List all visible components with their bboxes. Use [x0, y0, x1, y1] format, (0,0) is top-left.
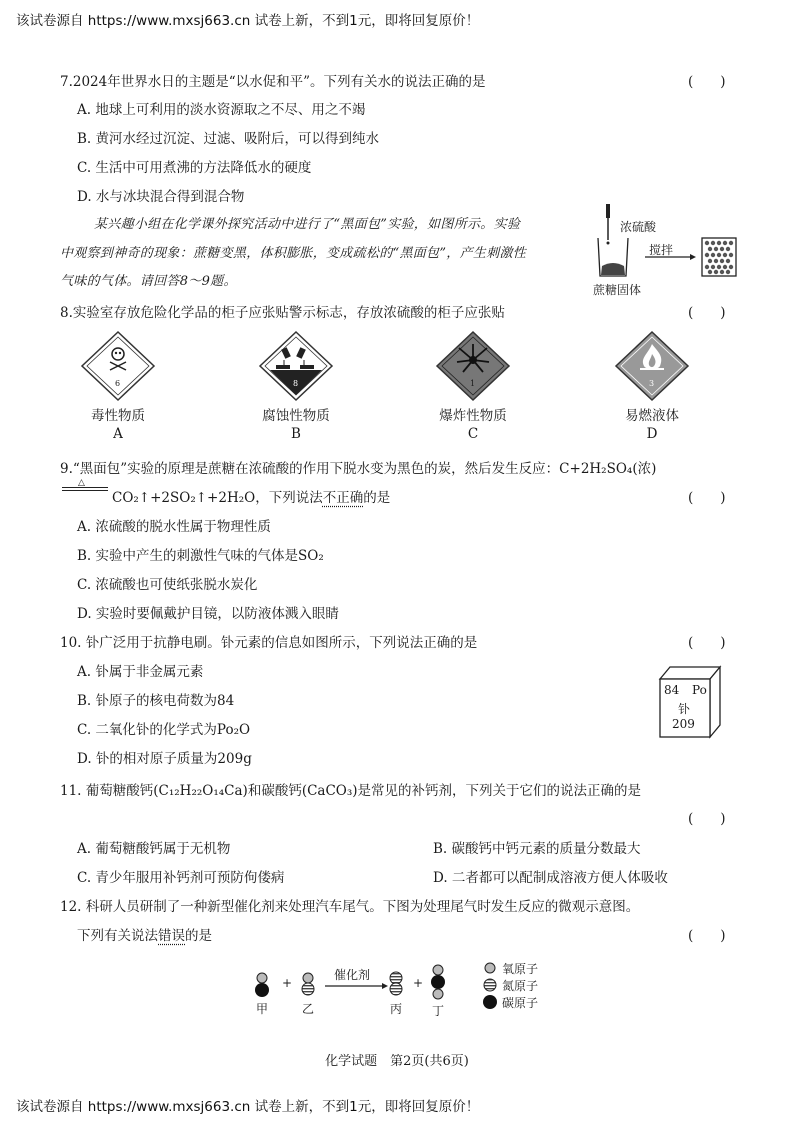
intro-line-2: 中观察到神奇的现象：蔗糖变黑，体积膨胀，变成疏松的“黑面包”，产生刺激性 — [60, 246, 527, 261]
label-sucrose-solid: 蔗糖固体 — [593, 283, 642, 297]
sign-c-letter: C — [467, 426, 479, 442]
molecule-yi-label: 乙 — [302, 1002, 315, 1016]
polonium-element-card — [652, 661, 724, 739]
q12-answer-paren: ( ) — [688, 928, 726, 944]
q9-option-c: C. 浓硫酸也可使纸张脱水炭化 — [77, 577, 258, 593]
sign-d-label: 易燃液体 — [625, 408, 679, 424]
sign-toxic — [78, 330, 158, 406]
q9-option-b: B. 实验中产生的刺激性气味的气体是SO₂ — [77, 548, 324, 564]
q9-answer-paren: ( ) — [688, 490, 726, 506]
sign-b-letter: B — [291, 426, 301, 442]
legend-nitrogen-atom: 氮原子 — [502, 979, 539, 993]
reaction-equals-line-bottom — [62, 490, 108, 491]
q10-answer-paren: ( ) — [688, 635, 726, 651]
reaction-equals-line-top — [62, 487, 108, 488]
sign-b-class-number: 8 — [293, 379, 299, 388]
sign-explosive — [433, 330, 513, 406]
q12-stem-start: 下列有关说法 — [77, 928, 158, 944]
intro-line-3: 气味的气体。请回答8～9题。 — [60, 274, 237, 289]
q11-option-b: B. 碳酸钙中钙元素的质量分数最大 — [433, 841, 641, 857]
page-footer: 化学试题 第2页(共6页) — [325, 1054, 469, 1069]
label-conc-sulfuric-acid: 浓硫酸 — [620, 220, 657, 234]
q12-emphasis-wrong: 错误 — [158, 928, 185, 944]
q7-stem: 7.2024年世界水日的主题是“以水促和平”。下列有关水的说法正确的是 — [60, 74, 486, 90]
sign-a-label: 毒性物质 — [91, 408, 145, 424]
q7-option-a: A. 地球上可利用的淡水资源取之不尽、用之不竭 — [77, 102, 366, 118]
element-name: 钋 — [678, 702, 691, 716]
q11-option-a: A. 葡萄糖酸钙属于无机物 — [77, 841, 231, 857]
sign-d-class-number: 3 — [649, 379, 655, 388]
q8-answer-paren: ( ) — [688, 305, 726, 321]
q9-option-a: A. 浓硫酸的脱水性属于物理性质 — [77, 519, 271, 535]
legend-carbon-atom: 碳原子 — [502, 996, 539, 1010]
sign-corrosive — [256, 330, 336, 406]
sign-c-class-number: 1 — [470, 379, 476, 388]
q7-option-d: D. 水与冰块混合得到混合物 — [77, 189, 245, 205]
legend-oxygen-atom: 氧原子 — [502, 962, 539, 976]
q7-option-b: B. 黄河水经过沉淀、过滤、吸附后，可以得到纯水 — [77, 131, 380, 147]
q8-stem: 8.实验室存放危险化学品的柜子应张贴警示标志，存放浓硫酸的柜子应张贴 — [60, 305, 505, 321]
q11-answer-paren: ( ) — [688, 811, 726, 827]
q9-stem-line-2 — [112, 486, 390, 506]
sign-b-label: 腐蚀性物质 — [262, 408, 330, 424]
top-banner: 该试卷源自 https://www.mxsj663.cn 试卷上新，不到1元，即将回复原价！ — [16, 13, 480, 29]
q9-emphasis-incorrect: 不正确 — [322, 490, 364, 506]
q10-option-c: C. 二氧化钋的化学式为Po₂O — [77, 722, 251, 738]
catalyst-label: 催化剂 — [334, 968, 371, 982]
element-symbol: Po — [692, 683, 707, 697]
q9-reaction-products: CO₂↑+2SO₂↑+2H₂O，下列说法 — [112, 490, 323, 506]
molecule-bing-label: 丙 — [390, 1002, 403, 1016]
bottom-banner: 该试卷源自 https://www.mxsj663.cn 试卷上新，不到1元，即将回复原价！ — [16, 1099, 480, 1115]
q7-answer-paren: ( ) — [688, 74, 726, 90]
sign-a-letter: A — [113, 426, 123, 442]
intro-line-1: 某兴趣小组在化学课外探究活动中进行了“黑面包”实验，如图所示。实验 — [94, 217, 521, 232]
q10-option-a: A. 钋属于非金属元素 — [77, 664, 204, 680]
element-atomic-number: 84 — [664, 683, 680, 697]
q12-stem-line-1: 12. 科研人员研制了一种新型催化剂来处理汽车尾气。下图为处理尾气时发生反应的微观示意图。 — [60, 899, 640, 915]
q11-stem: 11. 葡萄糖酸钙(C₁₂H₂₂O₁₄Ca)和碳酸钙(CaCO₃)是常见的补钙剂，下列关于它们的说法正确的是 — [60, 783, 642, 799]
q9-stem-ending: 的是 — [363, 490, 391, 506]
q12-stem-ending: 的是 — [185, 928, 212, 944]
q7-option-c: C. 生活中可用煮沸的方法降低水的硬度 — [77, 160, 312, 176]
sign-c-label: 爆炸性物质 — [439, 408, 507, 424]
reaction-diagram — [250, 958, 570, 1030]
q12-stem-line-2 — [77, 924, 212, 944]
molecule-ding-label: 丁 — [432, 1004, 445, 1018]
sign-a-class-number: 6 — [115, 379, 121, 388]
q9-stem-line-1: 9.“黑面包”实验的原理是蔗糖在浓硫酸的作用下脱水变为黑色的炭，然后发生反应：C+2H₂SO₄(浓) — [60, 461, 657, 477]
sign-flammable-liquid — [612, 330, 692, 406]
q9-option-d: D. 实验时要佩戴护目镜，以防液体溅入眼睛 — [77, 606, 339, 622]
sign-d-letter: D — [646, 426, 658, 442]
q11-option-d: D. 二者都可以配制成溶液方便人体吸收 — [433, 870, 668, 886]
q11-option-c: C. 青少年服用补钙剂可预防佝偻病 — [77, 870, 285, 886]
q10-stem: 10. 钋广泛用于抗静电刷。钋元素的信息如图所示，下列说法正确的是 — [60, 635, 478, 651]
q10-option-b: B. 钋原子的核电荷数为84 — [77, 693, 235, 709]
element-atomic-mass: 209 — [672, 717, 695, 731]
molecule-jia-label: 甲 — [256, 1002, 269, 1016]
plus-sign-right: + — [413, 976, 424, 990]
heat-symbol: △ — [78, 478, 85, 488]
label-stir: 搅拌 — [649, 243, 674, 257]
plus-sign-left: + — [282, 976, 293, 990]
q10-option-d: D. 钋的相对原子质量为209g — [77, 751, 252, 767]
